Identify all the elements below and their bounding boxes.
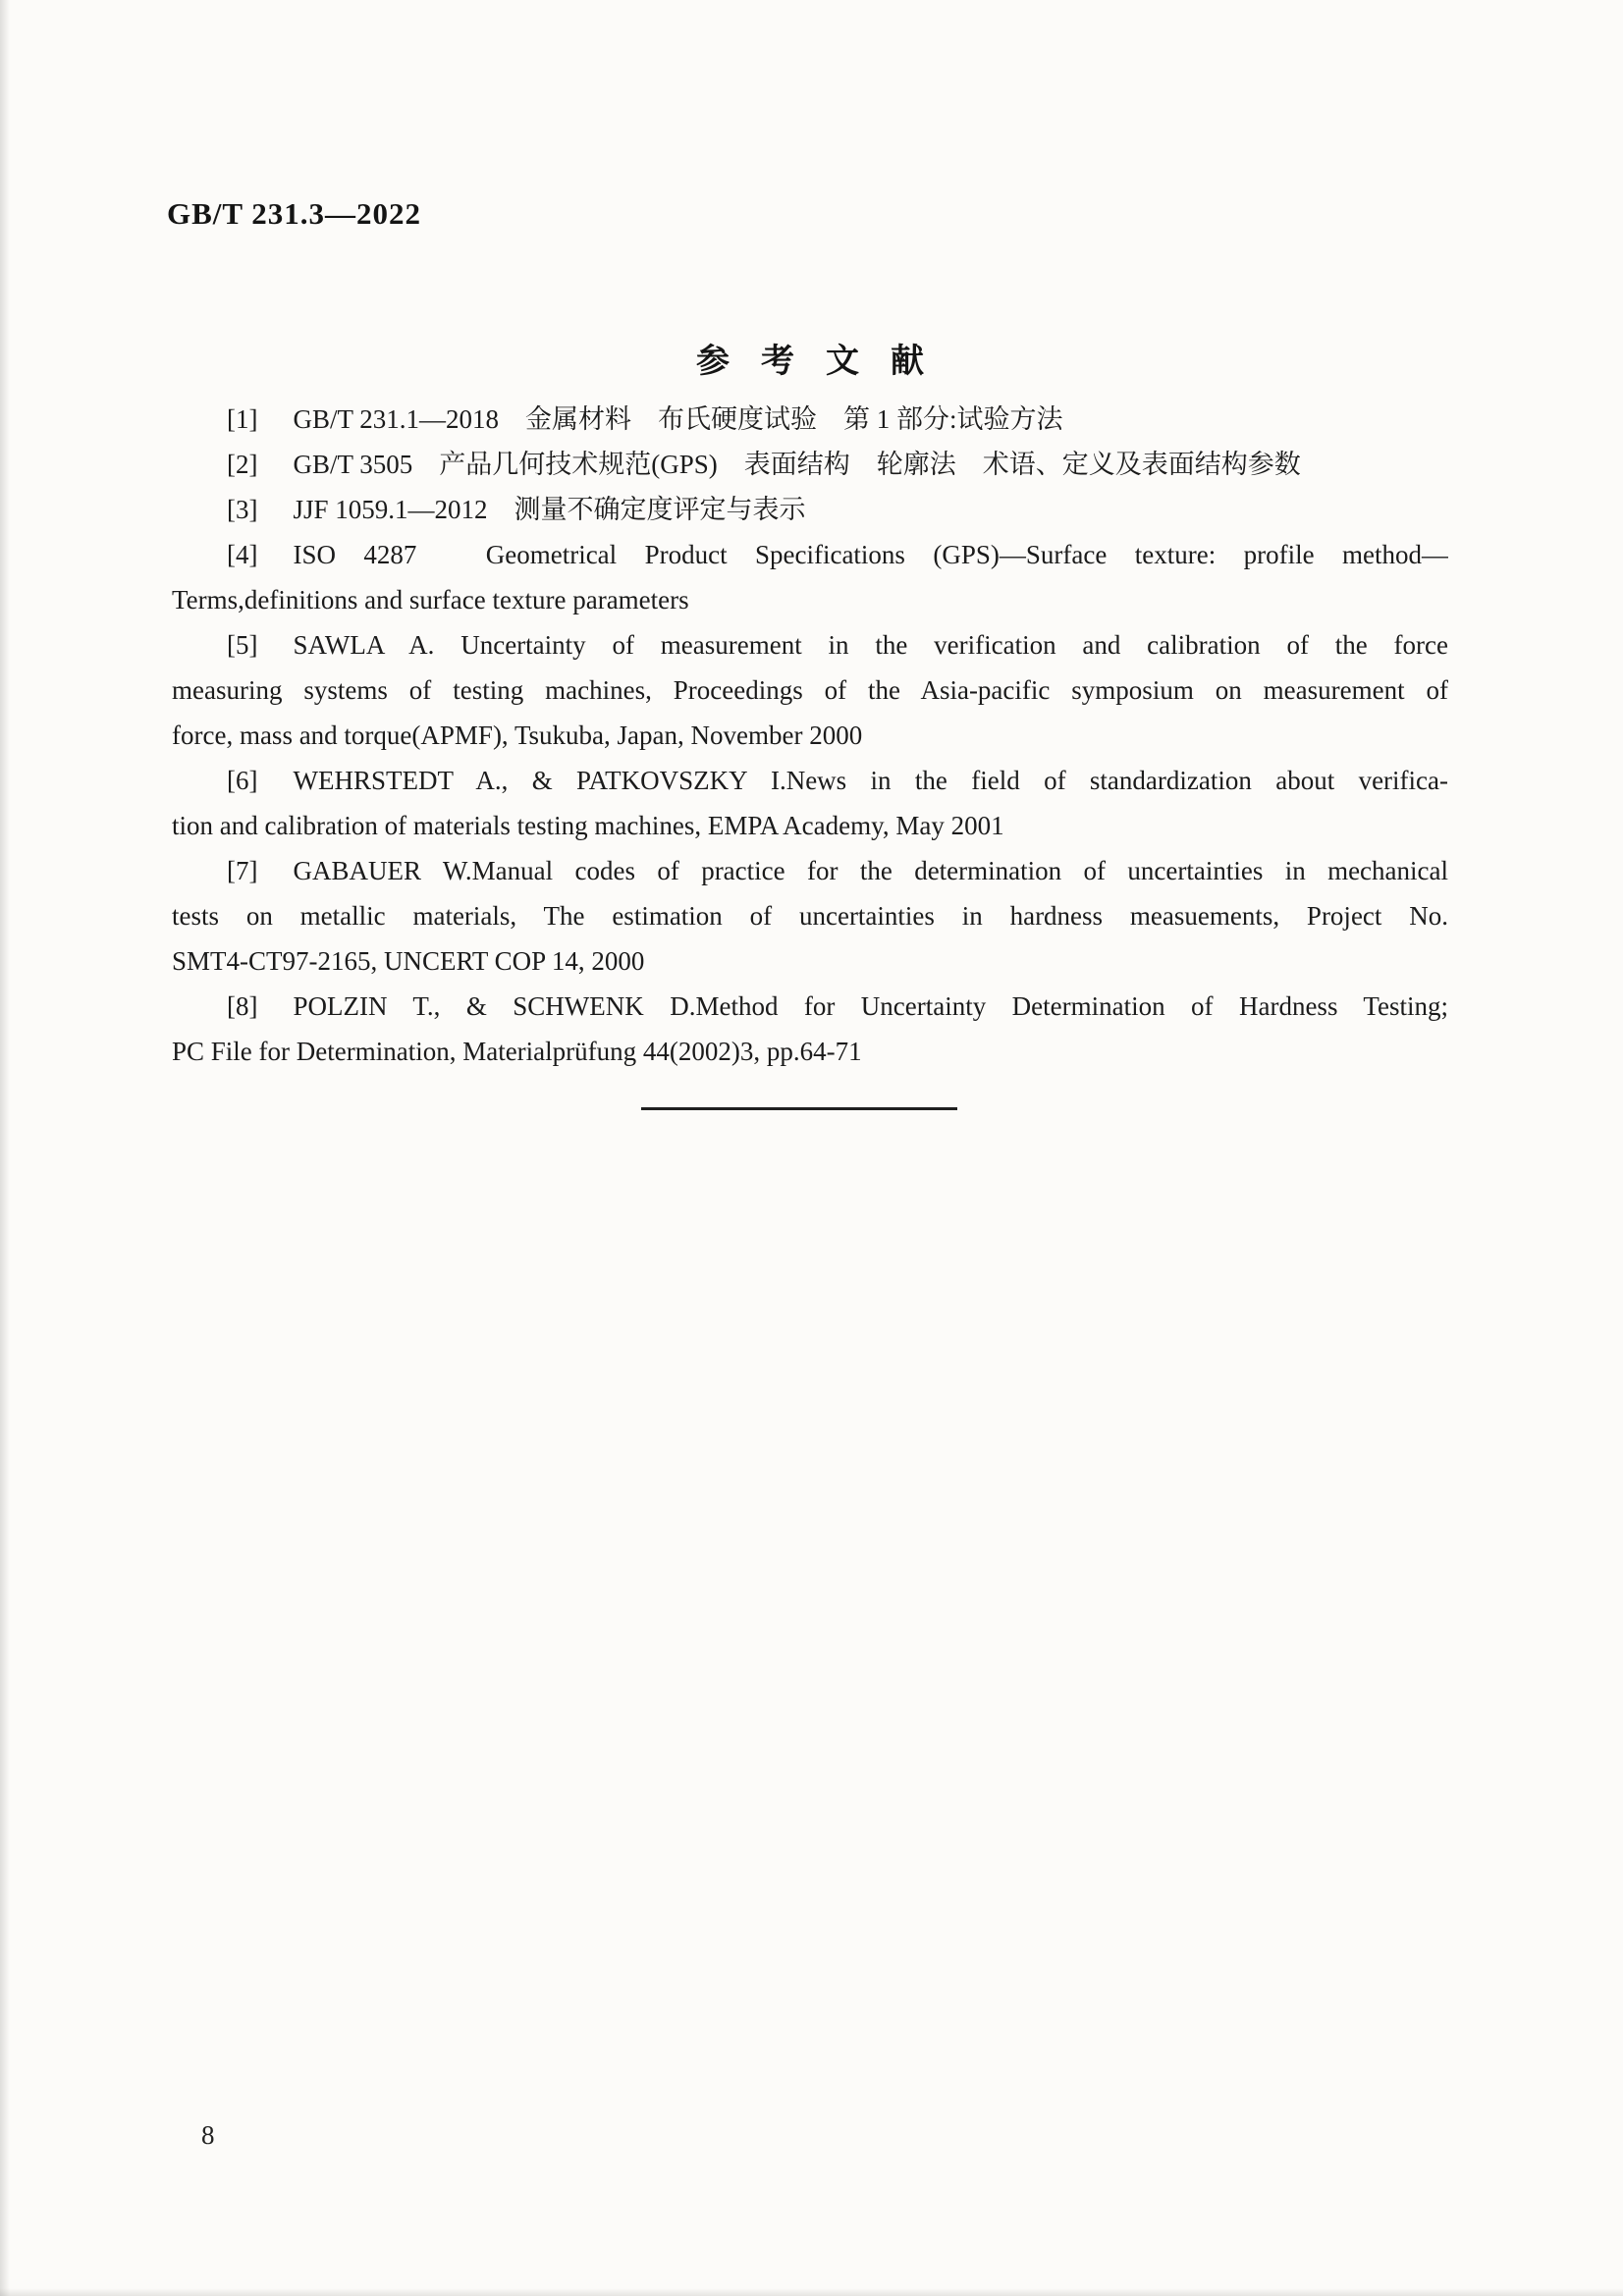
reference-label: [1] [227,404,258,434]
reference-item [172,532,1448,622]
reference-text: JJF 1059.1—2012 测量不确定度评定与表示 [293,495,806,524]
end-of-document-rule [641,1107,957,1110]
reference-line [172,442,1448,487]
reference-label: [7] [227,856,258,885]
reference-line: force, mass and torque(APMF), Tsukuba, Japan, November 2000 [172,721,863,750]
reference-text: SAWLA A. Uncertainty of measurement in the verification and calibration of the force [293,630,1448,660]
reference-label: [4] [227,540,258,569]
reference-line [172,532,1448,577]
reference-line [172,397,1448,442]
reference-line [172,487,1448,532]
reference-item [172,622,1448,758]
page-number: 8 [201,2120,215,2150]
reference-text: WEHRSTEDT A., & PATKOVSZKY I.News in the field of standardization about verifica- [293,766,1448,795]
reference-line: Terms,definitions and surface texture parameters [172,585,689,614]
reference-label: [8] [227,991,258,1021]
reference-text: GB/T 3505 产品几何技术规范(GPS) 表面结构 轮廓法 术语、定义及表面结构参数 [293,450,1301,479]
reference-item [172,442,1448,487]
reference-line: tests on metallic materials, The estimation of uncertainties in hardness measuements, Project No. [172,901,1448,931]
reference-line: PC File for Determination, Materialprüfung 44(2002)3, pp.64-71 [172,1037,862,1066]
references-list [172,397,1448,1074]
reference-text: GB/T 231.1—2018 金属材料 布氏硬度试验 第 1 部分:试验方法 [293,404,1063,434]
reference-text: POLZIN T., & SCHWENK D.Method for Uncertainty Determination of Hardness Testing; [293,991,1448,1021]
reference-line [172,622,1448,667]
reference-item [172,984,1448,1074]
reference-text: GABAUER W.Manual codes of practice for the determination of uncertainties in mechanical [293,856,1448,885]
reference-item [172,848,1448,984]
page-title: 参考文献 [696,344,955,380]
reference-line [172,848,1448,893]
reference-item [172,487,1448,532]
reference-label: [6] [227,766,258,795]
reference-line [172,984,1448,1029]
standard-number: GB/T 231.3—2022 [167,196,422,231]
reference-label: [5] [227,630,258,660]
reference-label: [3] [227,495,258,524]
reference-item [172,758,1448,848]
reference-item [172,397,1448,442]
reference-text: ISO 4287 Geometrical Product Specifications (GPS)—Surface texture: profile method— [293,540,1448,569]
reference-line: SMT4-CT97-2165, UNCERT COP 14, 2000 [172,946,645,976]
reference-line: measuring systems of testing machines, Proceedings of the Asia-pacific symposium on measurement of [172,675,1448,705]
reference-line [172,758,1448,803]
reference-line: tion and calibration of materials testing machines, EMPA Academy, May 2001 [172,811,1004,840]
reference-label: [2] [227,450,258,479]
